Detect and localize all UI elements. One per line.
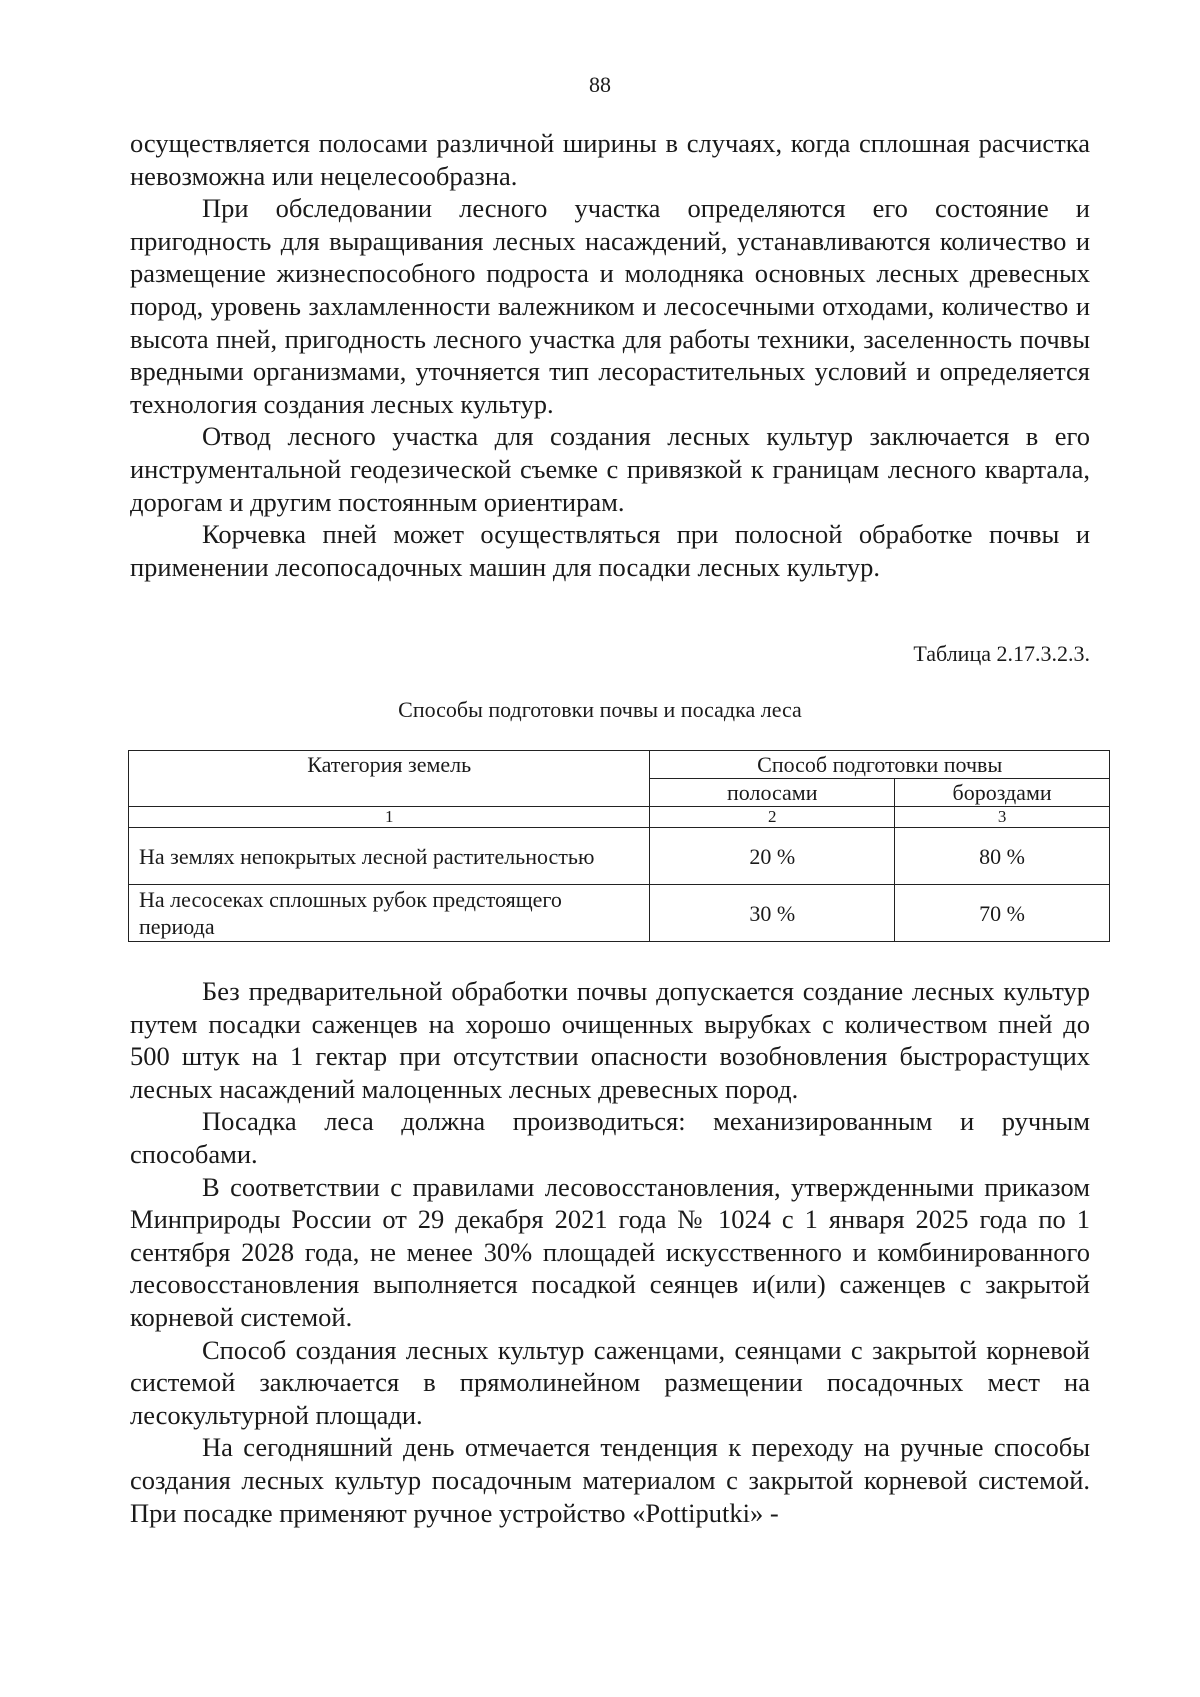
page-number: 88 — [589, 72, 611, 97]
table-title: Способы подготовки почвы и посадка леса — [398, 697, 802, 722]
paragraph: При обследовании лесного участка определяются его состояние и пригодность для выращивания лесных насаждений, устанавливаются количество и размещение жизнеспособного подроста и молодняка основных лесных древесных пород, уровень захламленности валежником и лесосечными отходами, количество и высота пней, пригодность лесного участка для работы техники, заселенность почвы вредными организмами, уточняется тип лесорастительных условий и определяется технология создания лесных культур. — [130, 193, 1090, 419]
table-row — [129, 828, 1110, 885]
paragraph: Способ создания лесных культур саженцами, сеянцами с закрытой корневой системой заключается в прямолинейном размещении посадочных мест на лесокультурной площади. — [130, 1334, 1090, 1430]
subheader-furrows: бороздами — [895, 779, 1110, 807]
paragraph: Посадка леса должна производиться: механизированным и ручным способами. — [130, 1106, 1090, 1169]
cell-furrows: 70 % — [895, 885, 1110, 942]
cell-strips: 20 % — [650, 828, 895, 885]
subheader-strips: полосами — [650, 779, 895, 807]
text-block-bottom — [130, 975, 1090, 1529]
paragraph: В соответствии с правилами лесовосстановления, утвержденными приказом Минприроды России от 29 декабря 2021 года № 1024 с 1 января 2025 года по 1 сентября 2028 года, не менее 30% площадей искусственного и комбинированного лесовосстановления выполняется посадкой сеянцев и(или) саженцев с закрытой корневой системой. — [130, 1171, 1090, 1332]
paragraph: Без предварительной обработки почвы допускается создание лесных культур путем посадки саженцев на хорошо очищенных вырубках с количеством пней до 500 штук на 1 гектар при отсутствии опасности возобновления быстрорастущих лесных насаждений малоценных лесных древесных пород. — [130, 976, 1090, 1104]
cell-furrows: 80 % — [895, 828, 1110, 885]
column-number: 3 — [895, 807, 1110, 828]
paragraph: осуществляется полосами различной ширины в случаях, когда сплошная расчистка невозможна или нецелесообразна. — [130, 128, 1090, 191]
cell-category: На лесосеках сплошных рубок предстоящего периода — [129, 885, 650, 942]
header-soil-method: Способ подготовки почвы — [650, 751, 1110, 779]
header-land-category: Категория земель — [129, 751, 650, 807]
column-number: 1 — [129, 807, 650, 828]
cell-strips: 30 % — [650, 885, 895, 942]
table-row — [129, 885, 1110, 942]
soil-preparation-table — [128, 750, 1110, 942]
cell-category: На землях непокрытых лесной растительностью — [129, 828, 650, 885]
table-number: Таблица 2.17.3.2.3. — [913, 641, 1090, 666]
column-number: 2 — [650, 807, 895, 828]
paragraph: Корчевка пней может осуществляться при полосной обработке почвы и применении лесопосадочных машин для посадки лесных культур. — [130, 519, 1090, 582]
paragraph: Отвод лесного участка для создания лесных культур заключается в его инструментальной геодезической съемке с привязкой к границам лесного квартала, дорогам и другим постоянным ориентирам. — [130, 421, 1090, 517]
text-block-top — [130, 127, 1090, 583]
paragraph: На сегодняшний день отмечается тенденция к переходу на ручные способы создания лесных культур посадочным материалом с закрытой корневой системой. При посадке применяют ручное устройство «Pottiputki» - — [130, 1432, 1090, 1528]
